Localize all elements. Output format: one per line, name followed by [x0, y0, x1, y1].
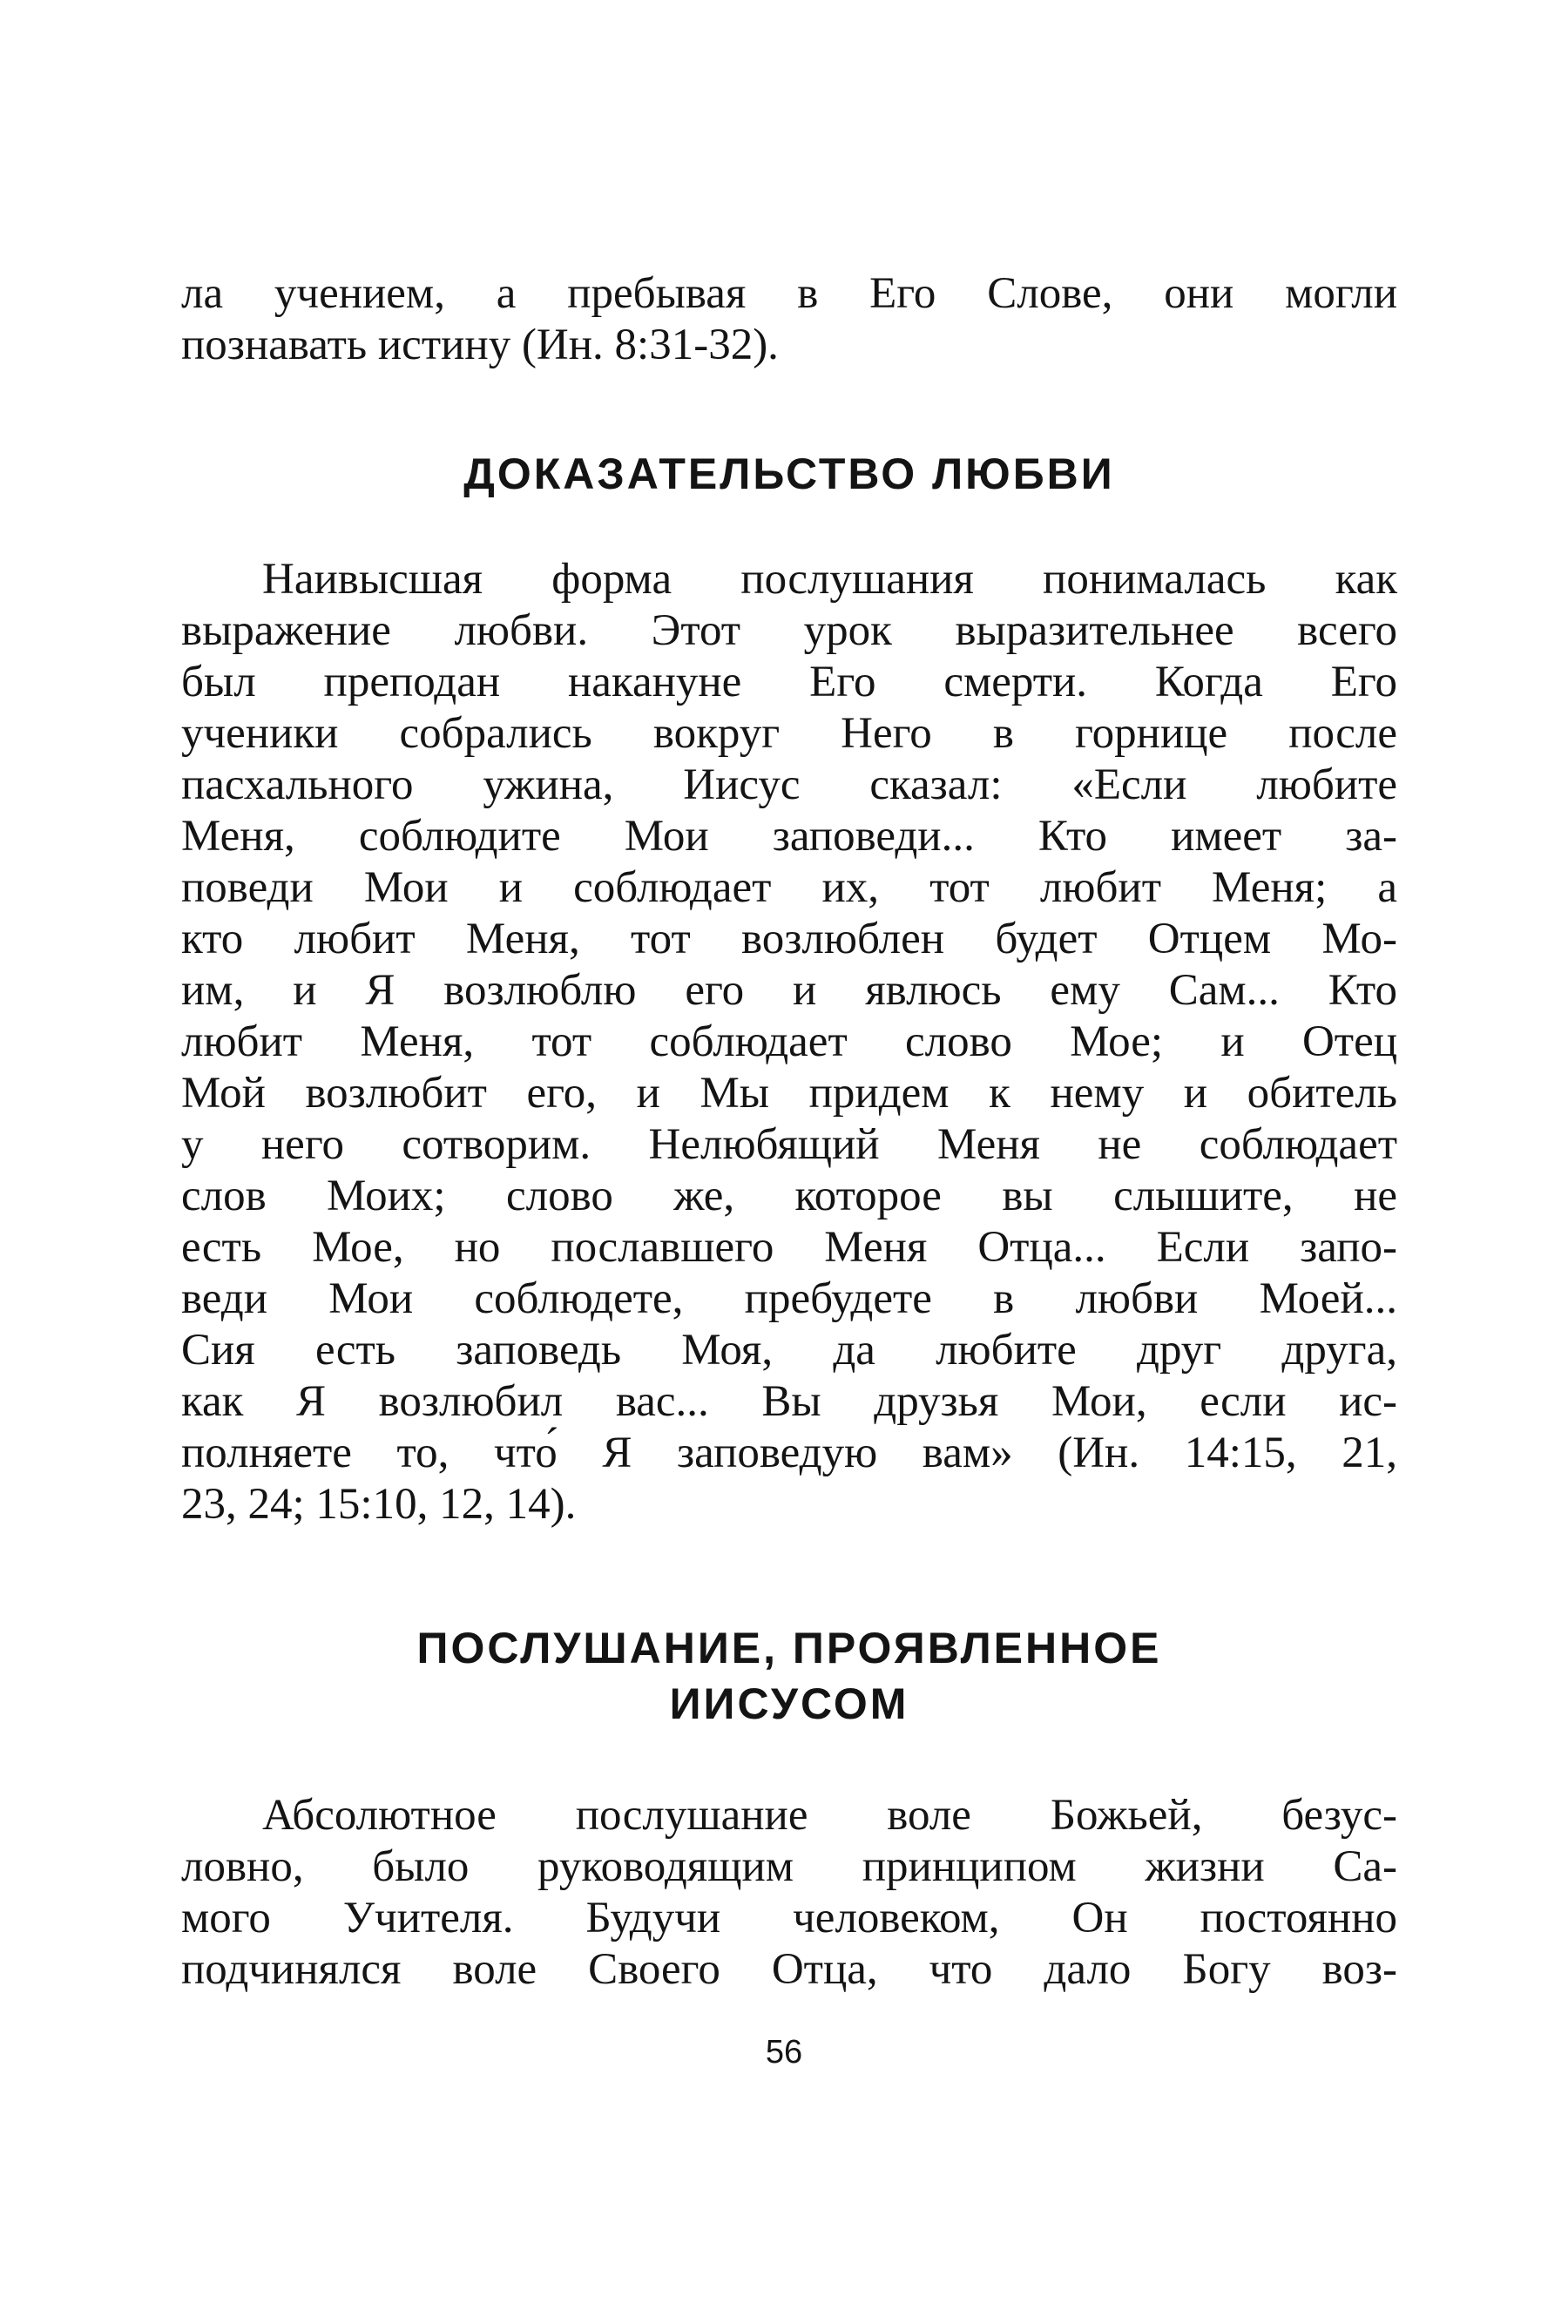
text-line: есть Мое, но пославшего Меня Отца... Если запо- [181, 1223, 1397, 1272]
section1-paragraph [181, 554, 1397, 1530]
text-line: 23, 24; 15:10, 12, 14). [181, 1480, 577, 1529]
text-line: пасхального ужина, Иисус сказал: «Если любите [181, 760, 1397, 809]
section-heading-proof-of-love: ДОКАЗАТЕЛЬСТВО ЛЮБВИ [463, 449, 1115, 498]
text-line: познавать истину (Ин. 8:31-32). [181, 321, 779, 369]
section-heading-obedience-of-jesus [181, 1620, 1397, 1732]
text-line: слов Моих; слово же, которое вы слышите, не [181, 1172, 1397, 1220]
text-line: Меня, соблюдите Мои заповеди... Кто имеет за- [181, 812, 1397, 861]
text-line: выражение любви. Этот урок выразительнее всего [181, 606, 1397, 655]
section2-paragraph [181, 1790, 1397, 1996]
text-line: Мой возлюбит его, и Мы придем к нему и обитель [181, 1069, 1397, 1118]
text-line: им, и Я возлюблю его и явлюсь ему Сам... Кто [181, 966, 1397, 1015]
text-line: Сия есть заповедь Моя, да любите друг друга, [181, 1326, 1397, 1375]
text-line: ла учением, а пребывая в Его Слове, они могли [181, 269, 1397, 318]
text-line: ловно, было руководящим принципом жизни Са- [181, 1842, 1397, 1891]
text-line: полняете то, что́ Я заповедую вам» (Ин. 14:15, 21, [181, 1429, 1397, 1477]
intro-paragraph [181, 268, 1397, 371]
text-line: любит Меня, тот соблюдает слово Мое; и Отец [181, 1017, 1397, 1066]
text-line: как Я возлюбил вас... Вы друзья Мои, если ис- [181, 1377, 1397, 1426]
heading-line: ПОСЛУШАНИЕ, ПРОЯВЛЕННОЕ [416, 1624, 1162, 1672]
heading-line: ИИСУСОМ [669, 1679, 909, 1728]
text-line: кто любит Меня, тот возлюблен будет Отцем Мо- [181, 915, 1397, 963]
text-line: подчинялся воле Своего Отца, что дало Богу воз- [181, 1945, 1397, 1994]
text-line: поведи Мои и соблюдает их, тот любит Меня; а [181, 863, 1397, 912]
text-line: веди Мои соблюдете, пребудете в любви Моей... [181, 1274, 1397, 1323]
text-line: Абсолютное послушание воле Божьей, безус- [262, 1791, 1397, 1840]
text-line: мого Учителя. Будучи человеком, Он постоянно [181, 1894, 1397, 1942]
text-line: у него сотворим. Нелюбящий Меня не соблюдает [181, 1120, 1397, 1169]
text-line: ученики собрались вокруг Него в горнице после [181, 709, 1397, 758]
text-line: был преподан накануне Его смерти. Когда Его [181, 658, 1397, 706]
page-number: 56 [765, 2034, 803, 2071]
text-line: Наивысшая форма послушания понималась как [262, 555, 1397, 604]
